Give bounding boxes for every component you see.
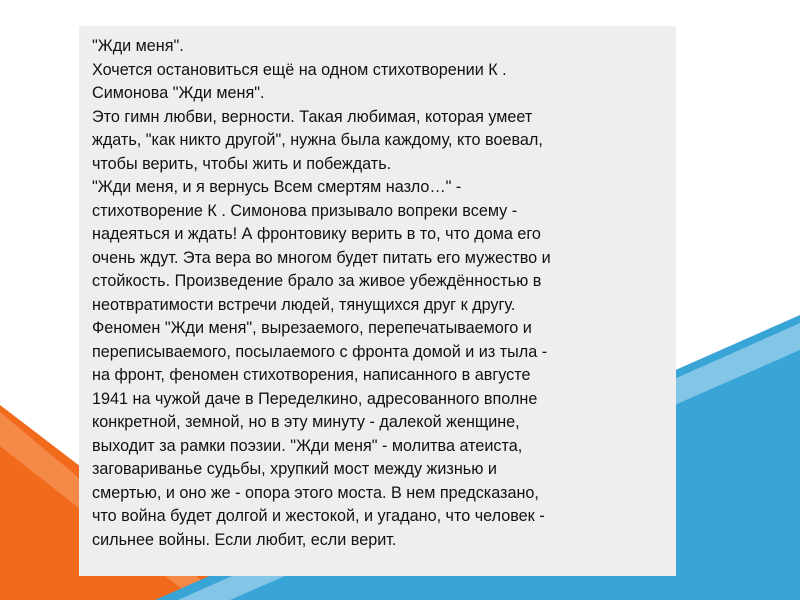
text-line-3: Симонова "Жди меня". xyxy=(92,84,265,102)
text-line-8: стихотворение К . Симонова призывало вопреки всему - xyxy=(92,201,518,220)
text-line-17: конкретной, земной, но в эту минуту - далекой женщине, xyxy=(92,413,520,431)
text-line-19: заговариванье судьбы, хрупкий мост между жизнью и xyxy=(92,460,497,478)
text-line-13: Феномен "Жди меня", вырезаемого, перепечатываемого и xyxy=(92,319,532,337)
text-line-20: смертью, и оно же - опора этого моста. В нем предсказано, xyxy=(92,483,539,502)
text-line-7: "Жди меня, и я вернусь Всем смертям назло…" - xyxy=(92,178,462,196)
text-line-2: Хочется остановиться ещё на одном стихотворении К . xyxy=(92,60,507,79)
text-line-22: сильнее войны. Если любит, если верит. xyxy=(92,530,397,549)
text-line-10: очень ждут. Эта вера во многом будет питать его мужество и xyxy=(92,248,551,267)
slide-body-text xyxy=(92,35,672,552)
text-line-9: надеяться и ждать! А фронтовику верить в то, что дома его xyxy=(92,225,541,243)
text-line-15: на фронт, феномен стихотворения, написанного в августе xyxy=(92,366,531,384)
text-line-11: стойкость. Произведение брало за живое убеждённостью в xyxy=(92,272,542,290)
text-line-16: 1941 на чужой даче в Переделкино, адресованного вполне xyxy=(92,389,538,408)
text-line-21: что война будет долгой и жестокой, и угадано, что человек - xyxy=(92,507,545,525)
text-line-14: переписываемого, посылаемого с фронта домой и из тыла - xyxy=(92,342,548,361)
text-line-18: выходит за рамки поэзии. "Жди меня" - молитва атеиста, xyxy=(92,436,523,455)
text-line-6: чтобы верить, чтобы жить и побеждать. xyxy=(92,154,392,173)
text-line-4: Это гимн любви, верности. Такая любимая, которая умеет xyxy=(92,107,533,126)
text-line-5: ждать, "как никто другой", нужна была каждому, кто воевал, xyxy=(92,131,543,149)
text-line-1: "Жди меня". xyxy=(92,37,184,55)
text-line-12: неотвратимости встречи людей, тянущихся друг к другу. xyxy=(92,295,516,314)
